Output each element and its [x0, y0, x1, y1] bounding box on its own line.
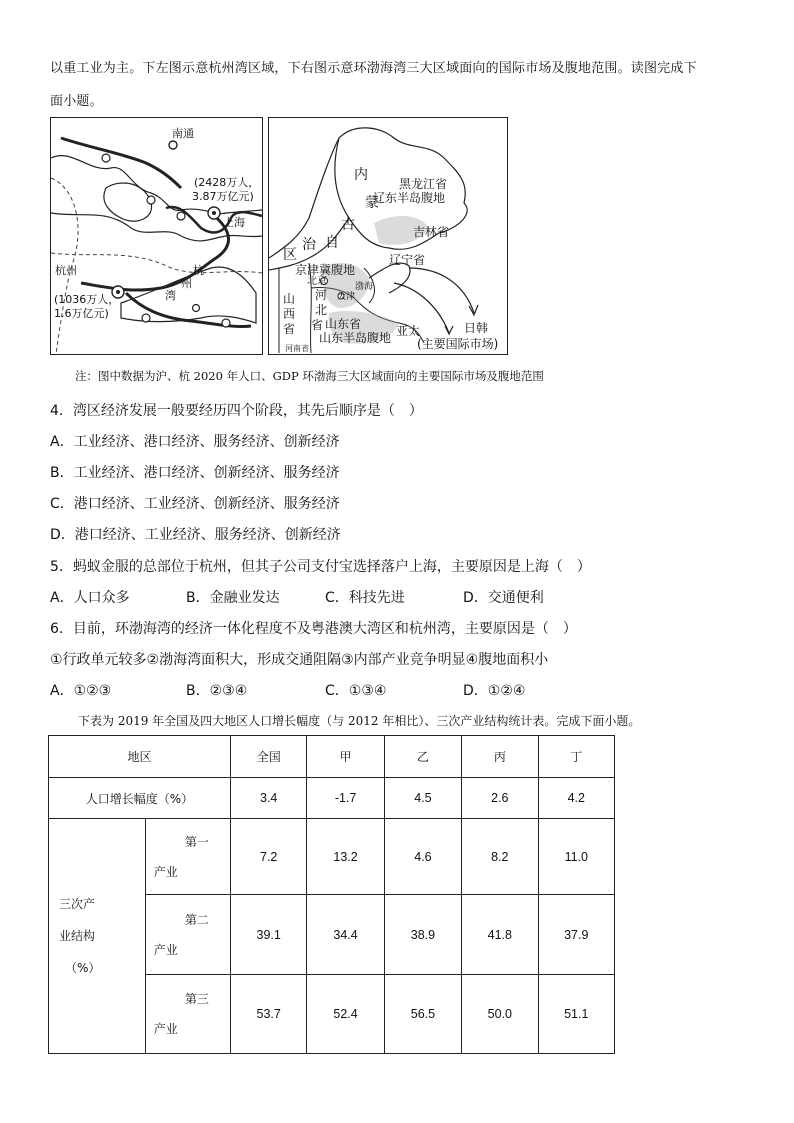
shanghai-label: 上海	[223, 216, 245, 229]
q5-option-a[interactable]: A．人口众多	[50, 590, 130, 606]
table-intro: 下表为 2019 年全国及四大地区人口增长幅度（与 2012 年相比）、三次产业结构统计表。完成下面小题。	[78, 714, 641, 728]
q4-stem: 4．湾区经济发展一般要经历四个阶段，其先后顺序是（ ）	[50, 403, 423, 419]
secondary-jia: 34.4	[307, 895, 384, 975]
q5-option-b[interactable]: B．金融业发达	[186, 590, 280, 606]
structure-label	[49, 819, 146, 1054]
henan-label: 河南省	[285, 344, 309, 353]
q4-option-d[interactable]: D．港口经济、工业经济、服务经济、创新经济	[50, 527, 341, 543]
hangzhou-stats-2: 1.6万亿元)	[54, 307, 109, 320]
q6-option-b[interactable]: B．②③④	[186, 683, 248, 699]
primary-national: 7.2	[231, 819, 307, 895]
primary-label-1: 第一	[184, 834, 209, 849]
neimeng-char-3: 古	[341, 217, 355, 233]
table-header-row	[49, 736, 615, 778]
yatai-label: 亚太	[396, 324, 421, 338]
hebei-char-1: 河	[315, 288, 328, 302]
bay-char-hang: 杭	[193, 264, 204, 277]
hangzhou-stats-1: (1036万人，	[54, 293, 120, 306]
beijing-label: 北京	[307, 276, 327, 287]
main-market-label: (主要国际市场)	[417, 337, 499, 351]
header-bing: 丙	[462, 736, 538, 778]
q4-option-c[interactable]: C．港口经济、工业经济、创新经济、服务经济	[50, 496, 340, 512]
map-note: 注：图中数据为沪、杭 2020 年人口、GDP 环渤海三大区域面向的主要国际市场及腹地范围	[75, 369, 544, 383]
tertiary-label	[145, 975, 230, 1054]
intro-line-1: 以重工业为主。下左图示意杭州湾区域，下右图示意环渤海湾三大区域面向的国际市场及腹地范围。读图完成下	[50, 61, 697, 76]
q6-option-d[interactable]: D．①②④	[463, 683, 526, 699]
tertiary-label-2: 产业	[153, 1022, 178, 1036]
heilongjiang-label: 黑龙江省	[399, 177, 448, 191]
hangzhou-bay-map	[50, 117, 263, 355]
jingjinji-label: 京津冀腹地	[295, 263, 356, 277]
jilin-label: 吉林省	[413, 225, 450, 239]
bohai-rim-map-drawing	[269, 118, 507, 354]
bohai-rim-map	[268, 117, 508, 355]
pop-bing: 2.6	[462, 778, 538, 819]
header-ding: 丁	[538, 736, 614, 778]
neimeng-char-1: 内	[354, 167, 368, 183]
secondary-national: 39.1	[231, 895, 307, 975]
shandong-hinterland-label: 山东半岛腹地	[319, 331, 392, 345]
shanghai-stats-1: (2428万人，	[194, 176, 260, 189]
shandong-label: 山东省	[325, 317, 362, 331]
bay-char-zhou: 州	[181, 277, 192, 290]
secondary-ding: 37.9	[538, 895, 614, 975]
pop-national: 3.4	[231, 778, 307, 819]
q6-option-c[interactable]: C．①③④	[325, 683, 387, 699]
tertiary-jia: 52.4	[307, 975, 384, 1054]
hebei-char-2: 北	[315, 303, 328, 317]
population-label: 人口增长幅度（%）	[49, 778, 231, 819]
secondary-yi: 38.9	[384, 895, 461, 975]
q5-option-c[interactable]: C．科技先进	[325, 590, 405, 606]
primary-yi: 4.6	[384, 819, 461, 895]
nantong-label: 南通	[172, 127, 194, 140]
q5-stem: 5．蚂蚁金服的总部位于杭州，但其子公司支付宝选择落户上海，主要原因是上海（ ）	[50, 559, 591, 575]
tertiary-label-1: 第三	[184, 992, 209, 1006]
shanxi-char-3: 省	[283, 322, 296, 336]
secondary-label-1: 第二	[184, 912, 209, 927]
neimeng-char-6: 区	[283, 247, 297, 263]
liaodong-label: 辽东半岛腹地	[373, 191, 446, 205]
primary-industry-row	[49, 819, 615, 895]
q6-statements: ①行政单元较多②渤海湾面积大，形成交通阻隔③内部产业竞争明显④腹地面积小	[50, 652, 549, 668]
neimeng-char-4: 自	[325, 235, 339, 251]
bay-char-wan: 湾	[165, 289, 176, 302]
header-jia: 甲	[307, 736, 384, 778]
shanghai-stats-2: 3.87万亿元)	[192, 190, 254, 203]
primary-ding: 11.0	[538, 819, 614, 895]
q6-option-a[interactable]: A．①②③	[50, 683, 112, 699]
tertiary-national: 53.7	[231, 975, 307, 1054]
bohai-label: 渤海	[355, 282, 374, 292]
primary-bing: 8.2	[462, 819, 538, 895]
structure-label-1: 三次产	[59, 897, 96, 911]
header-national: 全国	[231, 736, 307, 778]
secondary-label-2: 产业	[153, 942, 178, 957]
tertiary-ding: 51.1	[538, 975, 614, 1054]
tertiary-bing: 50.0	[462, 975, 538, 1054]
neimeng-char-2: 蒙	[365, 195, 379, 211]
pop-yi: 4.5	[384, 778, 461, 819]
tianjin-label: 天津	[337, 292, 356, 302]
shanxi-char-1: 山	[283, 292, 296, 306]
q4-option-b[interactable]: B．工业经济、港口经济、创新经济、服务经济	[50, 465, 340, 481]
structure-label-2: 业结构	[59, 929, 96, 943]
header-region: 地区	[49, 736, 231, 778]
hangzhou-label: 杭州	[55, 264, 77, 277]
primary-label-2: 产业	[153, 864, 178, 879]
hebei-char-3: 省	[311, 318, 324, 332]
structure-label-3: （%）	[65, 961, 101, 975]
q6-stem: 6．目前，环渤海湾的经济一体化程度不及粤港澳大湾区和杭州湾，主要原因是（ ）	[50, 621, 577, 637]
primary-jia: 13.2	[307, 819, 384, 895]
liaoning-label: 辽宁省	[389, 253, 426, 267]
population-row	[49, 778, 615, 819]
intro-line-2: 面小题。	[50, 94, 103, 109]
neimeng-char-5: 治	[302, 237, 316, 253]
pop-ding: 4.2	[538, 778, 614, 819]
population-industry-table	[48, 735, 615, 1054]
pop-jia: -1.7	[307, 778, 384, 819]
q4-option-a[interactable]: A．工业经济、港口经济、服务经济、创新经济	[50, 434, 340, 450]
tertiary-yi: 56.5	[384, 975, 461, 1054]
secondary-label	[145, 895, 230, 975]
secondary-bing: 41.8	[462, 895, 538, 975]
rihan-label: 日韩	[464, 321, 489, 335]
primary-label	[145, 819, 230, 895]
header-yi: 乙	[384, 736, 461, 778]
shanxi-char-2: 西	[283, 307, 296, 321]
q5-option-d[interactable]: D．交通便利	[463, 590, 544, 606]
